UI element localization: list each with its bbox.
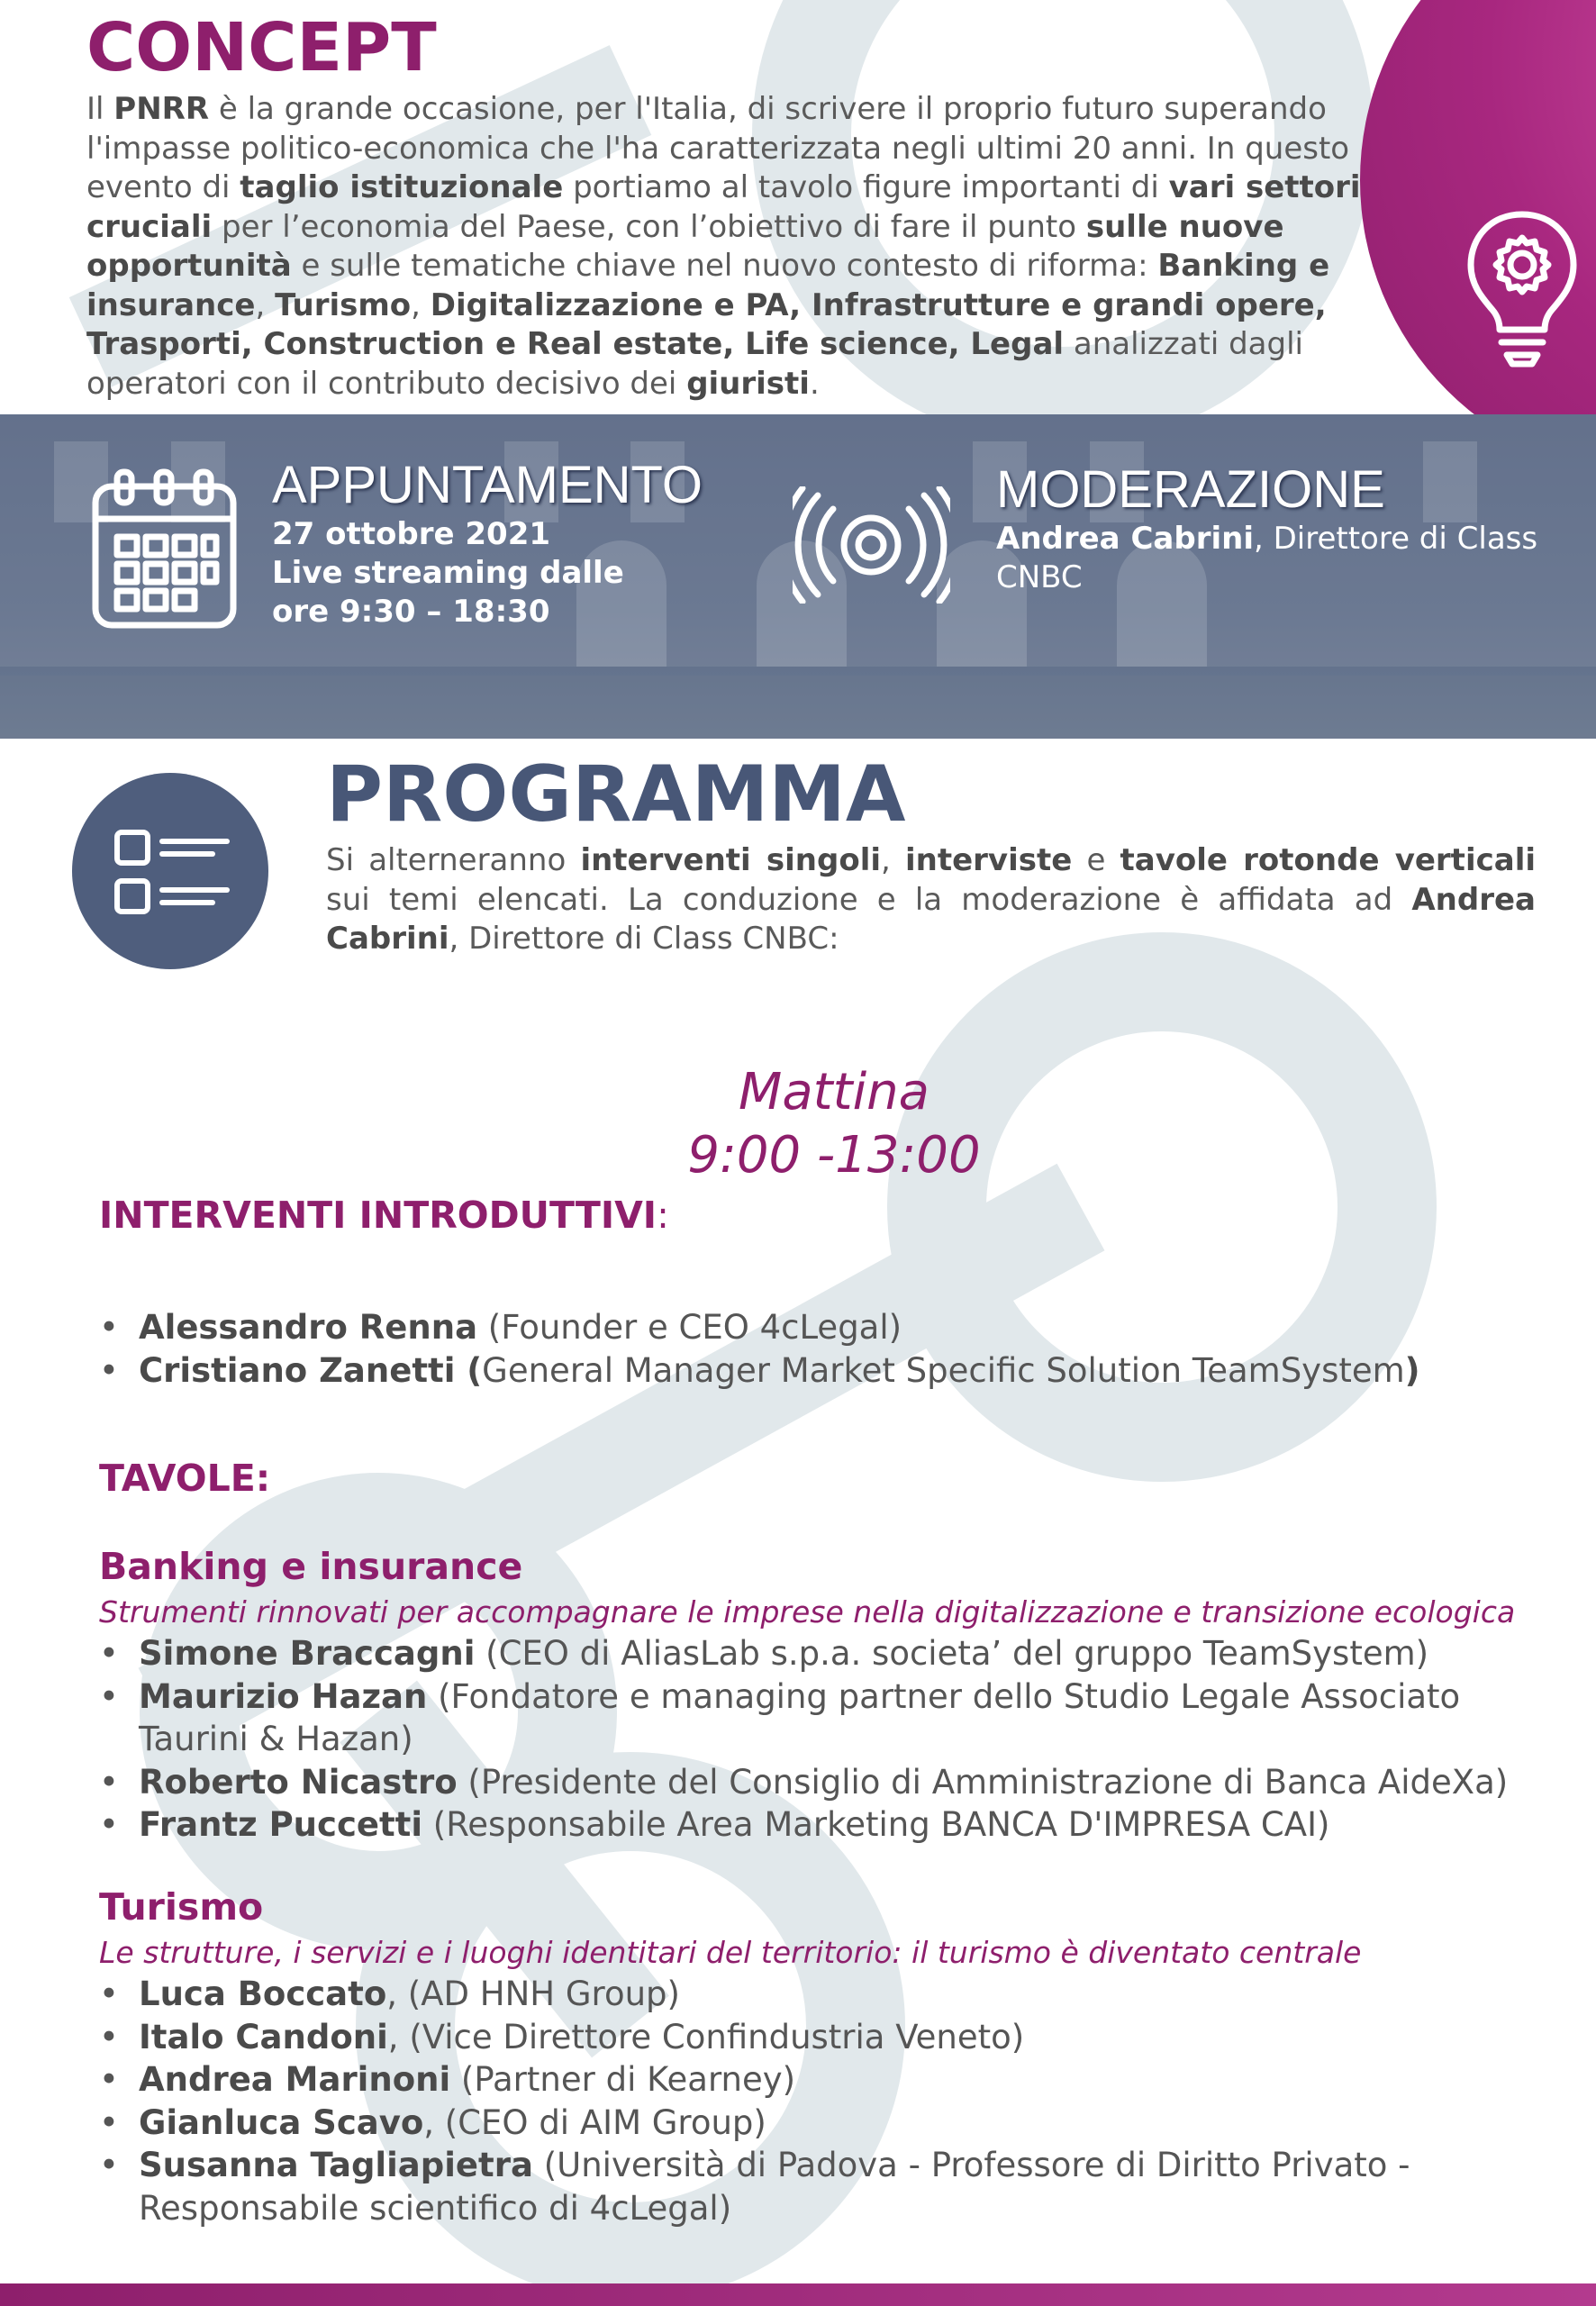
list-item: • Susanna Tagliapietra (Università di Padova - Professore di Diritto Privato - Responsabile scientifico di 4cLegal) bbox=[99, 2144, 1540, 2229]
programma-title: PROGRAMMA bbox=[326, 749, 906, 840]
list-item: • Maurizio Hazan (Fondatore e managing partner dello Studio Legale Associato Taurini & Hazan) bbox=[99, 1675, 1540, 1761]
turismo-list bbox=[99, 1973, 1540, 2229]
list-item: • Cristiano Zanetti (General Manager Market Specific Solution TeamSystem) bbox=[99, 1349, 1540, 1393]
appuntamento-date: 27 ottobre 2021 bbox=[272, 516, 551, 552]
lightbulb-gear-icon bbox=[1464, 207, 1581, 369]
concept-text: Il PNRR è la grande occasione, per l'Italia, di scrivere il proprio futuro superando l'impasse politico-economica che l'ha caratterizzata negli ultimi 20 anni. In questo evento di taglio istituzionale portiamo al tavolo figure importanti di vari settori cruciali per l’economia del Paese, con l’obiettivo di fare il punto sulle nuove opportunità e sulle tematiche chiave nel nuovo contesto di riforma: Banking e insurance, Turismo, Digitalizzazione e PA, Infrastrutture e grandi opere, Trasporti, Construction e Real estate, Life science, Legal analizzati dagli operatori con il contributo decisivo dei giuristi. bbox=[86, 91, 1361, 402]
interventi-title: INTERVENTI INTRODUTTIVI: bbox=[99, 1194, 669, 1237]
list-item: • Roberto Nicastro (Presidente del Consiglio di Amministrazione di Banca AideXa) bbox=[99, 1761, 1540, 1804]
session-time: 9:00 -13:00 bbox=[687, 1126, 981, 1185]
turismo-tagline: Le strutture, i servizi e i luoghi identitari del territorio: il turismo è diventato centrale bbox=[99, 1935, 1362, 1970]
list-item: • Simone Braccagni (CEO di AliasLab s.p.a. societa’ del gruppo TeamSystem) bbox=[99, 1632, 1540, 1675]
appuntamento-block bbox=[272, 455, 703, 631]
list-item: • Alessandro Renna (Founder e CEO 4cLegal) bbox=[99, 1306, 1540, 1349]
moderazione-block bbox=[996, 459, 1555, 597]
banking-title: Banking e insurance bbox=[99, 1545, 523, 1588]
list-item: • Frantz Puccetti (Responsabile Area Marketing BANCA D'IMPRESA CAI) bbox=[99, 1803, 1540, 1847]
list-item: • Italo Candoni, (Vice Direttore Confindustria Veneto) bbox=[99, 2016, 1540, 2059]
interventi-list bbox=[99, 1306, 1540, 1392]
tavole-title: TAVOLE: bbox=[99, 1457, 271, 1500]
turismo-title: Turismo bbox=[99, 1885, 264, 1929]
banking-list bbox=[99, 1632, 1540, 1847]
appuntamento-hours: ore 9:30 – 18:30 bbox=[272, 594, 550, 630]
appuntamento-streaming: Live streaming dalle bbox=[272, 555, 624, 591]
bottom-bar bbox=[0, 2283, 1596, 2306]
list-item: • Andrea Marinoni (Partner di Kearney) bbox=[99, 2058, 1540, 2102]
moderazione-heading: MODERAZIONE bbox=[996, 460, 1385, 519]
concept-title: CONCEPT bbox=[86, 9, 437, 86]
moderazione-text: Andrea Cabrini, Direttore di Class CNBC bbox=[996, 521, 1538, 595]
checklist-icon bbox=[112, 827, 233, 917]
appuntamento-heading: APPUNTAMENTO bbox=[272, 456, 703, 514]
list-item: • Gianluca Scavo, (CEO di AIM Group) bbox=[99, 2102, 1540, 2145]
list-item: • Luca Boccato, (AD HNH Group) bbox=[99, 1973, 1540, 2016]
banking-tagline: Strumenti rinnovati per accompagnare le imprese nella digitalizzazione e transizione ecologica bbox=[99, 1594, 1516, 1630]
session-name: Mattina bbox=[739, 1063, 929, 1121]
broadcast-icon bbox=[793, 486, 950, 604]
programma-text: Si alterneranno interventi singoli, interviste e tavole rotonde verticali sui temi elencati. La conduzione e la moderazione è affidata ad Andrea Cabrini, Direttore di Class CNBC: bbox=[326, 842, 1536, 957]
calendar-icon bbox=[90, 467, 239, 631]
